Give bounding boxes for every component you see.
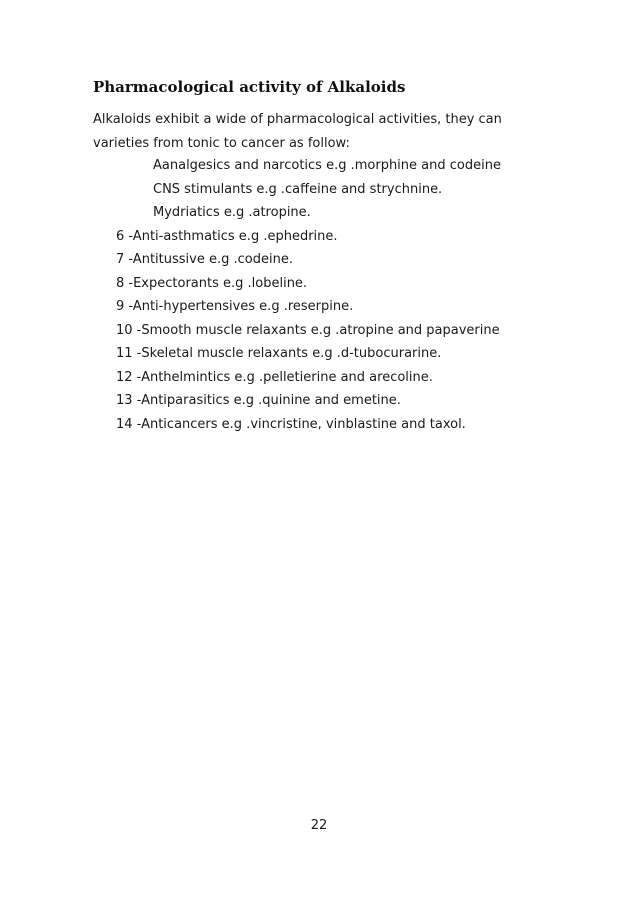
list-item: 12 -Anthelmintics e.g .pelletierine and arecoline.	[116, 370, 433, 385]
intro-line-2: varieties from tonic to cancer as follow:	[93, 136, 350, 151]
list-item: 11 -Skeletal muscle relaxants e.g .d-tubocurarine.	[116, 346, 442, 361]
list-item: 8 -Expectorants e.g .lobeline.	[116, 276, 308, 291]
list-item: 10 -Smooth muscle relaxants e.g .atropine and papaverine	[116, 323, 500, 338]
list-item: 7 -Antitussive e.g .codeine.	[116, 252, 293, 267]
list-item: 9 -Anti-hypertensives e.g .reserpine.	[116, 299, 354, 314]
intro-line-1: Alkaloids exhibit a wide of pharmacological activities, they can	[93, 112, 502, 127]
list-item: 6 -Anti-asthmatics e.g .ephedrine.	[116, 229, 338, 244]
list-item: 14 -Anticancers e.g .vincristine, vinblastine and taxol.	[116, 417, 466, 432]
list-item: Aanalgesics and narcotics e.g .morphine and codeine	[153, 158, 501, 173]
list-item: 13 -Antiparasitics e.g .quinine and emetine.	[116, 393, 401, 408]
section-heading: Pharmacological activity of Alkaloids	[93, 78, 406, 96]
list-item: CNS stimulants e.g .caffeine and strychnine.	[153, 182, 443, 197]
page-number: 22	[310, 818, 328, 833]
list-item: Mydriatics e.g .atropine.	[153, 205, 311, 220]
